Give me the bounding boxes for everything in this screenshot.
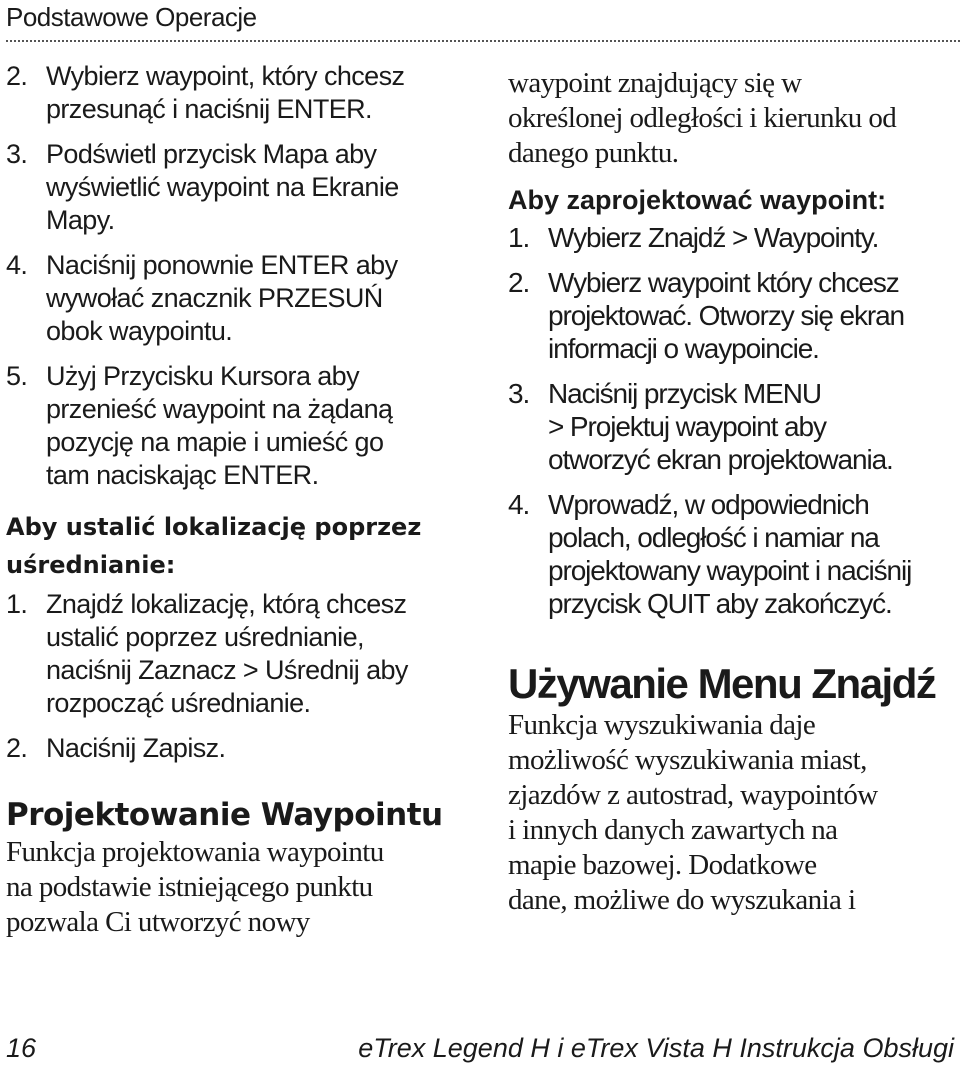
section-body-find-menu: Funkcja wyszukiwania daje możliwość wyszukiwania miast, zjazdów z autostrad, waypointów i innych danych zawartych na mapie bazowej. Dodatkowe dane, możliwe do wyszukania i [508,709,878,916]
list-item [6,138,471,237]
step-text: Wybierz waypoint, który chcesz przesunąć i naciśnij ENTER. [46,61,405,124]
list-item [508,266,960,365]
manual-title: eTrex Legend H i eTrex Vista H Instrukcja Obsługi [358,1033,954,1063]
step-list-averaging [6,588,471,765]
subheading-averaging: Aby ustalić lokalizację poprzez uśrednianie: [6,513,422,579]
step-list-move [6,60,471,492]
section-title-find-menu: Używanie Menu Znajdź [508,660,936,707]
step-number: 3. [508,378,530,409]
step-number: 1. [6,589,28,619]
step-text: Naciśnij przycisk MENU > Projektuj waypoint aby otworzyć ekran projektowania. [548,378,893,475]
step-text: Naciśnij Zapisz. [46,733,226,763]
list-item [508,377,960,476]
running-header: Podstawowe Operacje [6,2,257,32]
step-text: Wybierz Znajdź > Waypointy. [548,222,879,253]
list-item [6,588,471,720]
step-text: Użyj Przycisku Kursora aby przenieść waypoint na żądaną pozycję na mapie i umieść go tam naciskając ENTER. [46,361,393,490]
step-number: 5. [6,361,28,391]
right-column [508,66,960,930]
step-number: 4. [6,250,28,280]
page-footer [6,1030,954,1066]
step-number: 4. [508,489,530,520]
step-text: Wprowadź, w odpowiednich polach, odległość i namiar na projektowany waypoint i naciśnij przycisk QUIT aby zakończyć. [548,489,912,619]
step-text: Naciśnij ponownie ENTER aby wywołać znacznik PRZESUŃ obok waypointu. [46,250,398,346]
list-item [6,60,471,126]
step-number: 1. [508,222,530,253]
list-item [508,221,960,254]
step-number: 2. [508,267,530,298]
step-number: 2. [6,733,28,763]
section-title-projection: Projektowanie Waypointu [6,797,443,833]
step-text: Wybierz waypoint który chcesz projektować. Otworzy się ekran informacji o waypoincie. [548,267,905,364]
subheading-project-waypoint: Aby zaprojektować waypoint: [508,185,887,215]
list-item [6,249,471,348]
continued-paragraph: waypoint znajdujący się w określonej odległości i kierunku od danego punktu. [508,67,897,169]
step-number: 2. [6,61,28,91]
list-item [6,360,471,492]
step-number: 3. [6,139,28,169]
step-text: Podświetl przycisk Mapa aby wyświetlić waypoint na Ekranie Mapy. [46,139,399,235]
section-body-projection: Funkcja projektowania waypointu na podstawie istniejącego punktu pozwala Ci utworzyć nowy [6,836,384,938]
left-column [6,60,471,952]
page-number: 16 [6,1033,37,1063]
step-list-project [508,221,960,620]
step-text: Znajdź lokalizację, którą chcesz ustalić poprzez uśrednianie, naciśnij Zaznacz > Uśrednij aby rozpocząć uśrednianie. [46,589,408,718]
list-item [6,732,471,765]
header-divider [6,40,960,42]
list-item [508,488,960,620]
